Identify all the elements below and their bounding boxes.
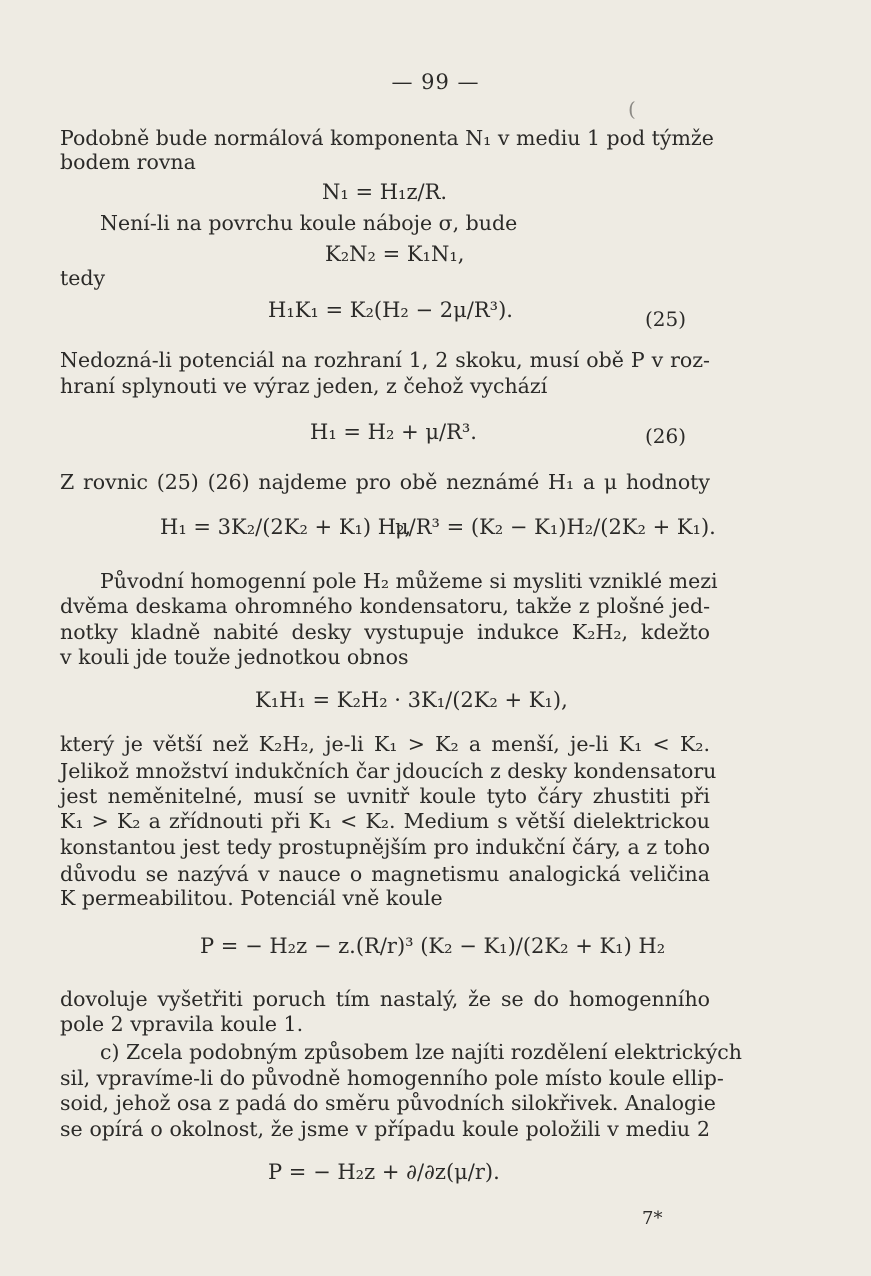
- equation-boundary: K₂N₂ = K₁N₁,: [325, 242, 465, 266]
- text-line: c) Zcela podobným způsobem lze najíti rozdělení elektrických: [100, 1040, 742, 1064]
- equation-26: H₁ = H₂ + μ/R³.: [310, 420, 477, 444]
- equation-h1: H₁ = 3K₂/(2K₂ + K₁) H₂,: [160, 515, 412, 539]
- equation-n1: N₁ = H₁z/R.: [322, 180, 448, 204]
- text-line: K₁ > K₂ a zřídnouti při K₁ < K₂. Medium s větší dielektrickou: [60, 809, 710, 833]
- signature-mark: 7*: [642, 1208, 663, 1229]
- equation-ellipsoid: P = − H₂z + ∂/∂z(μ/r).: [268, 1160, 500, 1184]
- text-line: soid, jehož osa z padá do směru původních silokřivek. Analogie: [60, 1091, 716, 1115]
- text-line: Z rovnic (25) (26) najdeme pro obě neznámé H₁ a μ hodnoty: [60, 470, 710, 494]
- text-line: se opírá o okolnost, že jsme v případu koule položili v mediu 2: [60, 1117, 710, 1141]
- text-line: Není-li na povrchu koule náboje σ, bude: [100, 211, 518, 235]
- equation-mu: μ/R³ = (K₂ − K₁)H₂/(2K₂ + K₁).: [395, 515, 716, 539]
- text-line: notky kladně nabité desky vystupuje indukce K₂H₂, kdežto: [60, 620, 710, 644]
- equation-number: (26): [645, 424, 687, 448]
- text-line: Jelikož množství indukčních čar jdoucích z desky kondensatoru: [60, 759, 717, 783]
- text-line: který je větší než K₂H₂, je-li K₁ > K₂ a menší, je-li K₁ < K₂.: [60, 732, 710, 756]
- text-line: dvěma deskama ohromného kondensatoru, takže z plošné jed-: [60, 594, 710, 618]
- text-line: hraní splynouti ve výraz jeden, z čehož vychází: [60, 374, 548, 398]
- equation-number: (25): [645, 307, 687, 331]
- text-line: konstantou jest tedy prostupnějším pro indukční čáry, a z toho: [60, 835, 710, 859]
- equation-potential: P = − H₂z − z.(R/r)³ (K₂ − K₁)/(2K₂ + K₁) H₂: [200, 934, 666, 958]
- equation-flux: K₁H₁ = K₂H₂ · 3K₁/(2K₂ + K₁),: [255, 688, 568, 712]
- text-line: jest neměnitelné, musí se uvnitř koule tyto čáry zhustiti při: [60, 784, 710, 808]
- text-line: v kouli jde touže jednotkou obnos: [60, 645, 409, 669]
- text-line: K permeabilitou. Potenciál vně koule: [60, 886, 443, 910]
- text-line: sil, vpravíme-li do původně homogenního pole místo koule ellip-: [60, 1066, 724, 1090]
- text-line: Původní homogenní pole H₂ můžeme si mysliti vzniklé mezi: [100, 569, 718, 593]
- text-line: pole 2 vpravila koule 1.: [60, 1012, 304, 1036]
- text-line: Podobně bude normálová komponenta N₁ v mediu 1 pod týmže: [60, 126, 714, 150]
- text-line: dovoluje vyšetřiti poruch tím nastalý, že se do homogenního: [60, 987, 710, 1011]
- text-line: Nedozná-li potenciál na rozhraní 1, 2 skoku, musí obě P v roz-: [60, 348, 710, 372]
- text-line: tedy: [60, 266, 106, 290]
- page-number: — 99 —: [391, 70, 480, 94]
- pencil-mark: (: [628, 97, 636, 121]
- text-line: důvodu se nazývá v nauce o magnetismu analogická veličina: [60, 862, 710, 886]
- text-line: bodem rovna: [60, 150, 196, 174]
- equation-25: H₁K₁ = K₂(H₂ − 2μ/R³).: [268, 298, 513, 322]
